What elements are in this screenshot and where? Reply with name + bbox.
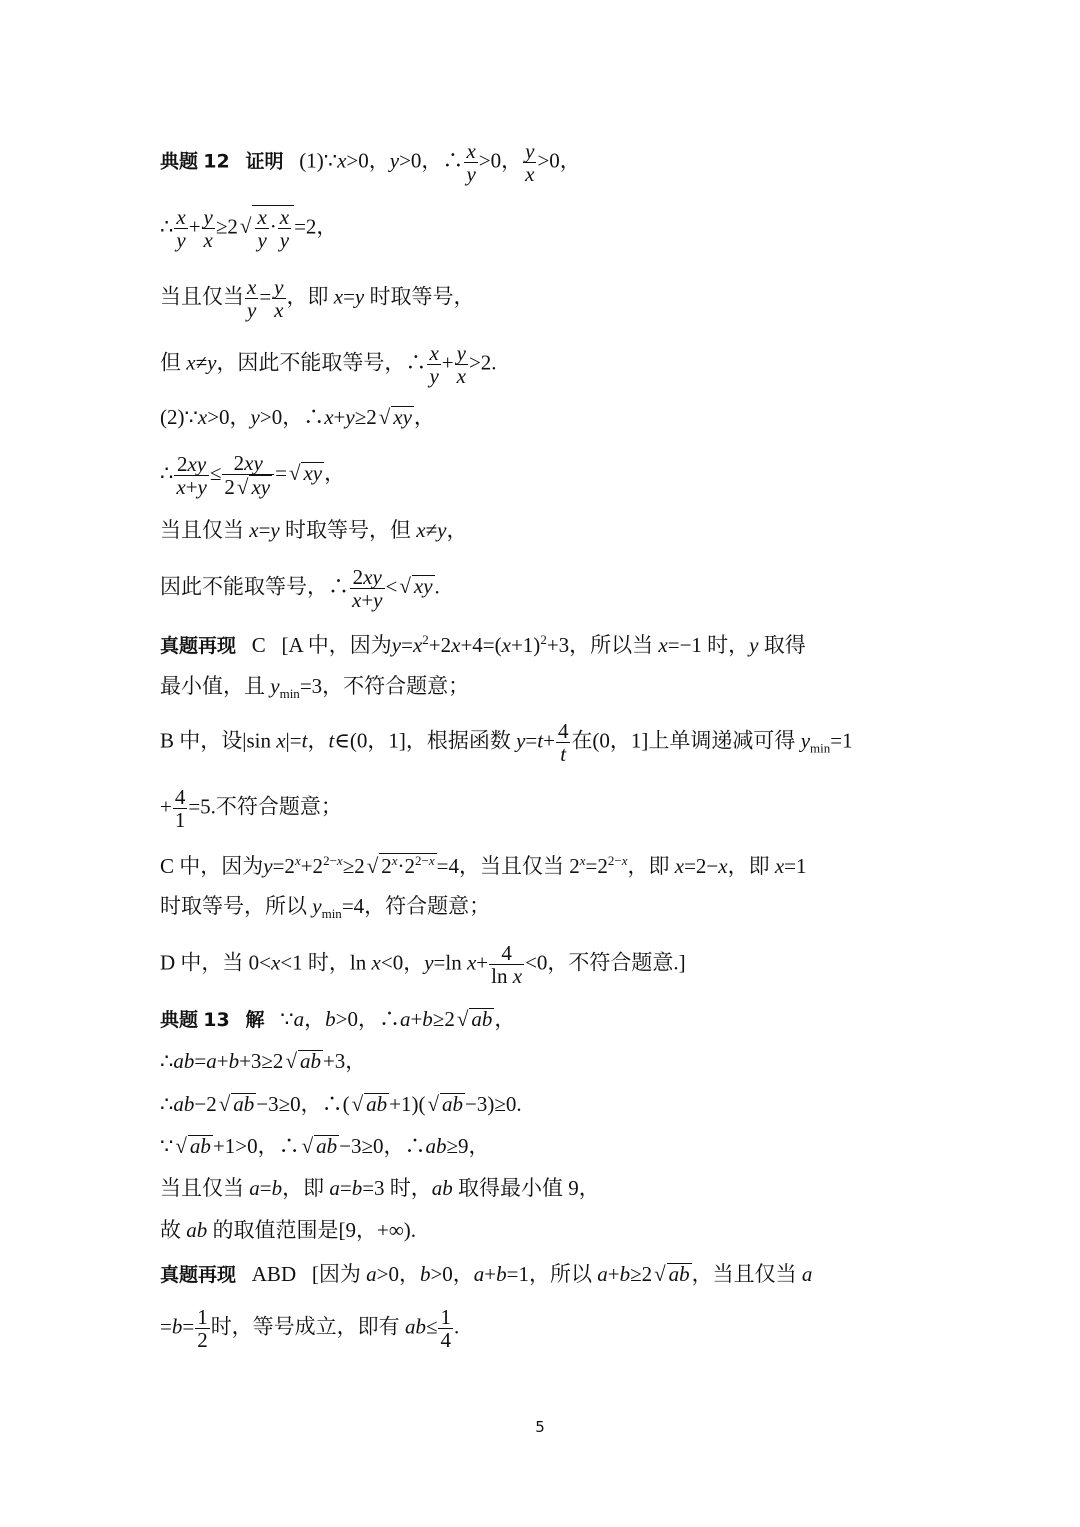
text: D 中，当 0< [160,950,272,975]
text: ，即 [627,854,670,878]
text: 时取等号， [369,284,475,309]
text: 时， [707,633,750,657]
text: 最小值，且 [160,674,265,698]
text: 时取等号，但 [285,518,411,542]
text: 在(0，1]上单调递减可得 [571,728,796,753]
solution-label: 解 [245,1009,265,1031]
line-12: + $\frac{4}{1}$ =5.不符合题意； [160,785,342,833]
text: B 中，设|sin [160,728,271,753]
text: =4，符合题意； [341,894,491,918]
text: 取得最小值 9， [458,1176,600,1200]
line-21: 故 ab 的取值范围是[9，+∞). [160,1218,417,1242]
page-number: 5 [535,1418,545,1436]
line-11: B 中，设|sin x|=t，t∈(0，1]，根据函数 y=t+ $\frac{4}{t}$ 在(0，1]上单调递减可得 $y_{min}=1$ [160,719,853,767]
text: ，根据函数 [405,728,511,753]
line-17: ∴ab=a+b+3≥2√ ab+3， [160,1049,367,1073]
review-label: 真题再现 [160,635,237,657]
line-6: ∴ $\frac{2xy}{x+y}$ ≤ $\frac{2xy}{2√ xy}$ =√ xy， [160,451,346,500]
text: ∵ [160,1134,174,1158]
answer: ABD [251,1262,297,1286]
text: 取得 [763,633,806,657]
text: ，当且仅当 [691,1262,797,1286]
text: 但 [160,350,181,375]
proof-label: 证明 [245,150,284,173]
line-9: 真题再现 C [A 中，因为$y=x^2+2x+4=(x+1)^2+3$，所以当 x=−1 时，y 取得 [160,632,806,657]
line-8: 因此不能取等号，∴ $\frac{2xy}{x+y}$ <√ xy. [160,565,440,613]
line-1: 典题 12 证明 (1)∵x>0，y>0，∴ $\frac{x}{y}$ >0， $\frac{y}{x}$ >0， [160,139,581,187]
example-number: 12 [203,150,230,173]
text: (1)∵ [299,148,338,173]
text: 当且仅当 [160,284,244,309]
example-label: 典题 [160,1009,199,1031]
line-10: 最小值，且 $y_{min}=3$，不符合题意； [160,674,470,702]
text: ，所以 [528,1262,592,1286]
line-23: =b= $\frac{1}{2}$ 时，等号成立，即有 ab≤ $\frac{1}{4}$ . [160,1305,460,1353]
example-label: 典题 [160,150,199,173]
text: 的取值范围是[9，+∞). [212,1218,417,1242]
answer: C [251,633,266,657]
text: 时取等号，所以 [160,894,307,918]
text: [因为 [311,1262,361,1286]
line-14: 时取等号，所以 $y_{min}=4$，符合题意； [160,894,491,922]
review-label: 真题再现 [160,1264,237,1286]
text: ，因此不能取等号，∴ [216,350,427,375]
text: 故 [160,1218,181,1242]
text: [A 中，因为 [281,633,392,657]
line-20: 当且仅当 a=b，即 a=b=3 时，ab 取得最小值 9， [160,1176,600,1200]
text: 时，等号成立，即有 [210,1314,400,1339]
text: <0，不符合题意.] [525,950,686,975]
text: =5.不符合题意； [188,794,342,819]
line-4: 但 x≠y，因此不能取等号，∴ $\frac{x}{y}$ + $\frac{y}{x}$ >2. [160,341,497,389]
text: <0， [380,950,425,975]
text: 时， [389,1176,432,1200]
line-19: ∵√ ab+1>0，∴√ ab−3≥0，∴ab≥9， [160,1134,490,1158]
text: 因此不能取等号，∴ [160,574,349,599]
text: 当且仅当 [160,518,244,542]
text: =3，不符合题意； [299,674,470,698]
text: <1 时，ln [280,950,367,975]
text: ，所以当 [569,633,654,657]
line-7: 当且仅当 x=y 时取等号，但 x≠y， [160,518,468,542]
line-16: 典题 13 解 ∵a，b>0，∴a+b≥2√ ab， [160,1007,516,1031]
line-22: 真题再现 ABD [因为 a>0，b>0，a+b=1，所以 a+b≥2√ ab，当且仅当 a [160,1262,813,1286]
fraction: $\frac{x}{y}$ [466,139,476,187]
line-2: ∴ $\frac{x}{y}$ + $\frac{y}{x}$ ≥2√ $\frac{x}{y}$ · $\frac{x}{y}$ =2， [160,205,338,253]
text: ，即 [286,284,329,309]
line-15: D 中，当 0<x<1 时，ln x<0，y=ln x+ $\frac{4}{\text{ln x}}$ <0，不符合题意.] [160,941,686,989]
line-3: 当且仅当 $\frac{x}{y}$ = $\frac{y}{x}$ ，即 x=y 时取等号， [160,275,475,323]
text: ，当且仅当 [459,854,564,878]
fraction: $\frac{y}{x}$ [525,139,535,187]
text: (2)∵ [160,405,198,429]
text: ，即 [282,1176,325,1200]
line-5: (2)∵x>0，y>0，∴x+y≥2√ xy， [160,405,435,429]
example-number: 13 [203,1009,230,1031]
text: 当且仅当 [160,1176,244,1200]
line-18: ∴ab−2√ ab−3≥0，∴(√ ab+1)(√ ab−3)≥0. [160,1092,522,1116]
text: C 中，因为 [160,854,264,878]
line-13: C 中，因为$y=2^x+2^{2-x}\ge 2√$ $2^x\cdot 2^{2-x}=4$，当且仅当 $2^x=2^{2-x}$，即 x=2−x，即 x=1 [160,853,807,878]
